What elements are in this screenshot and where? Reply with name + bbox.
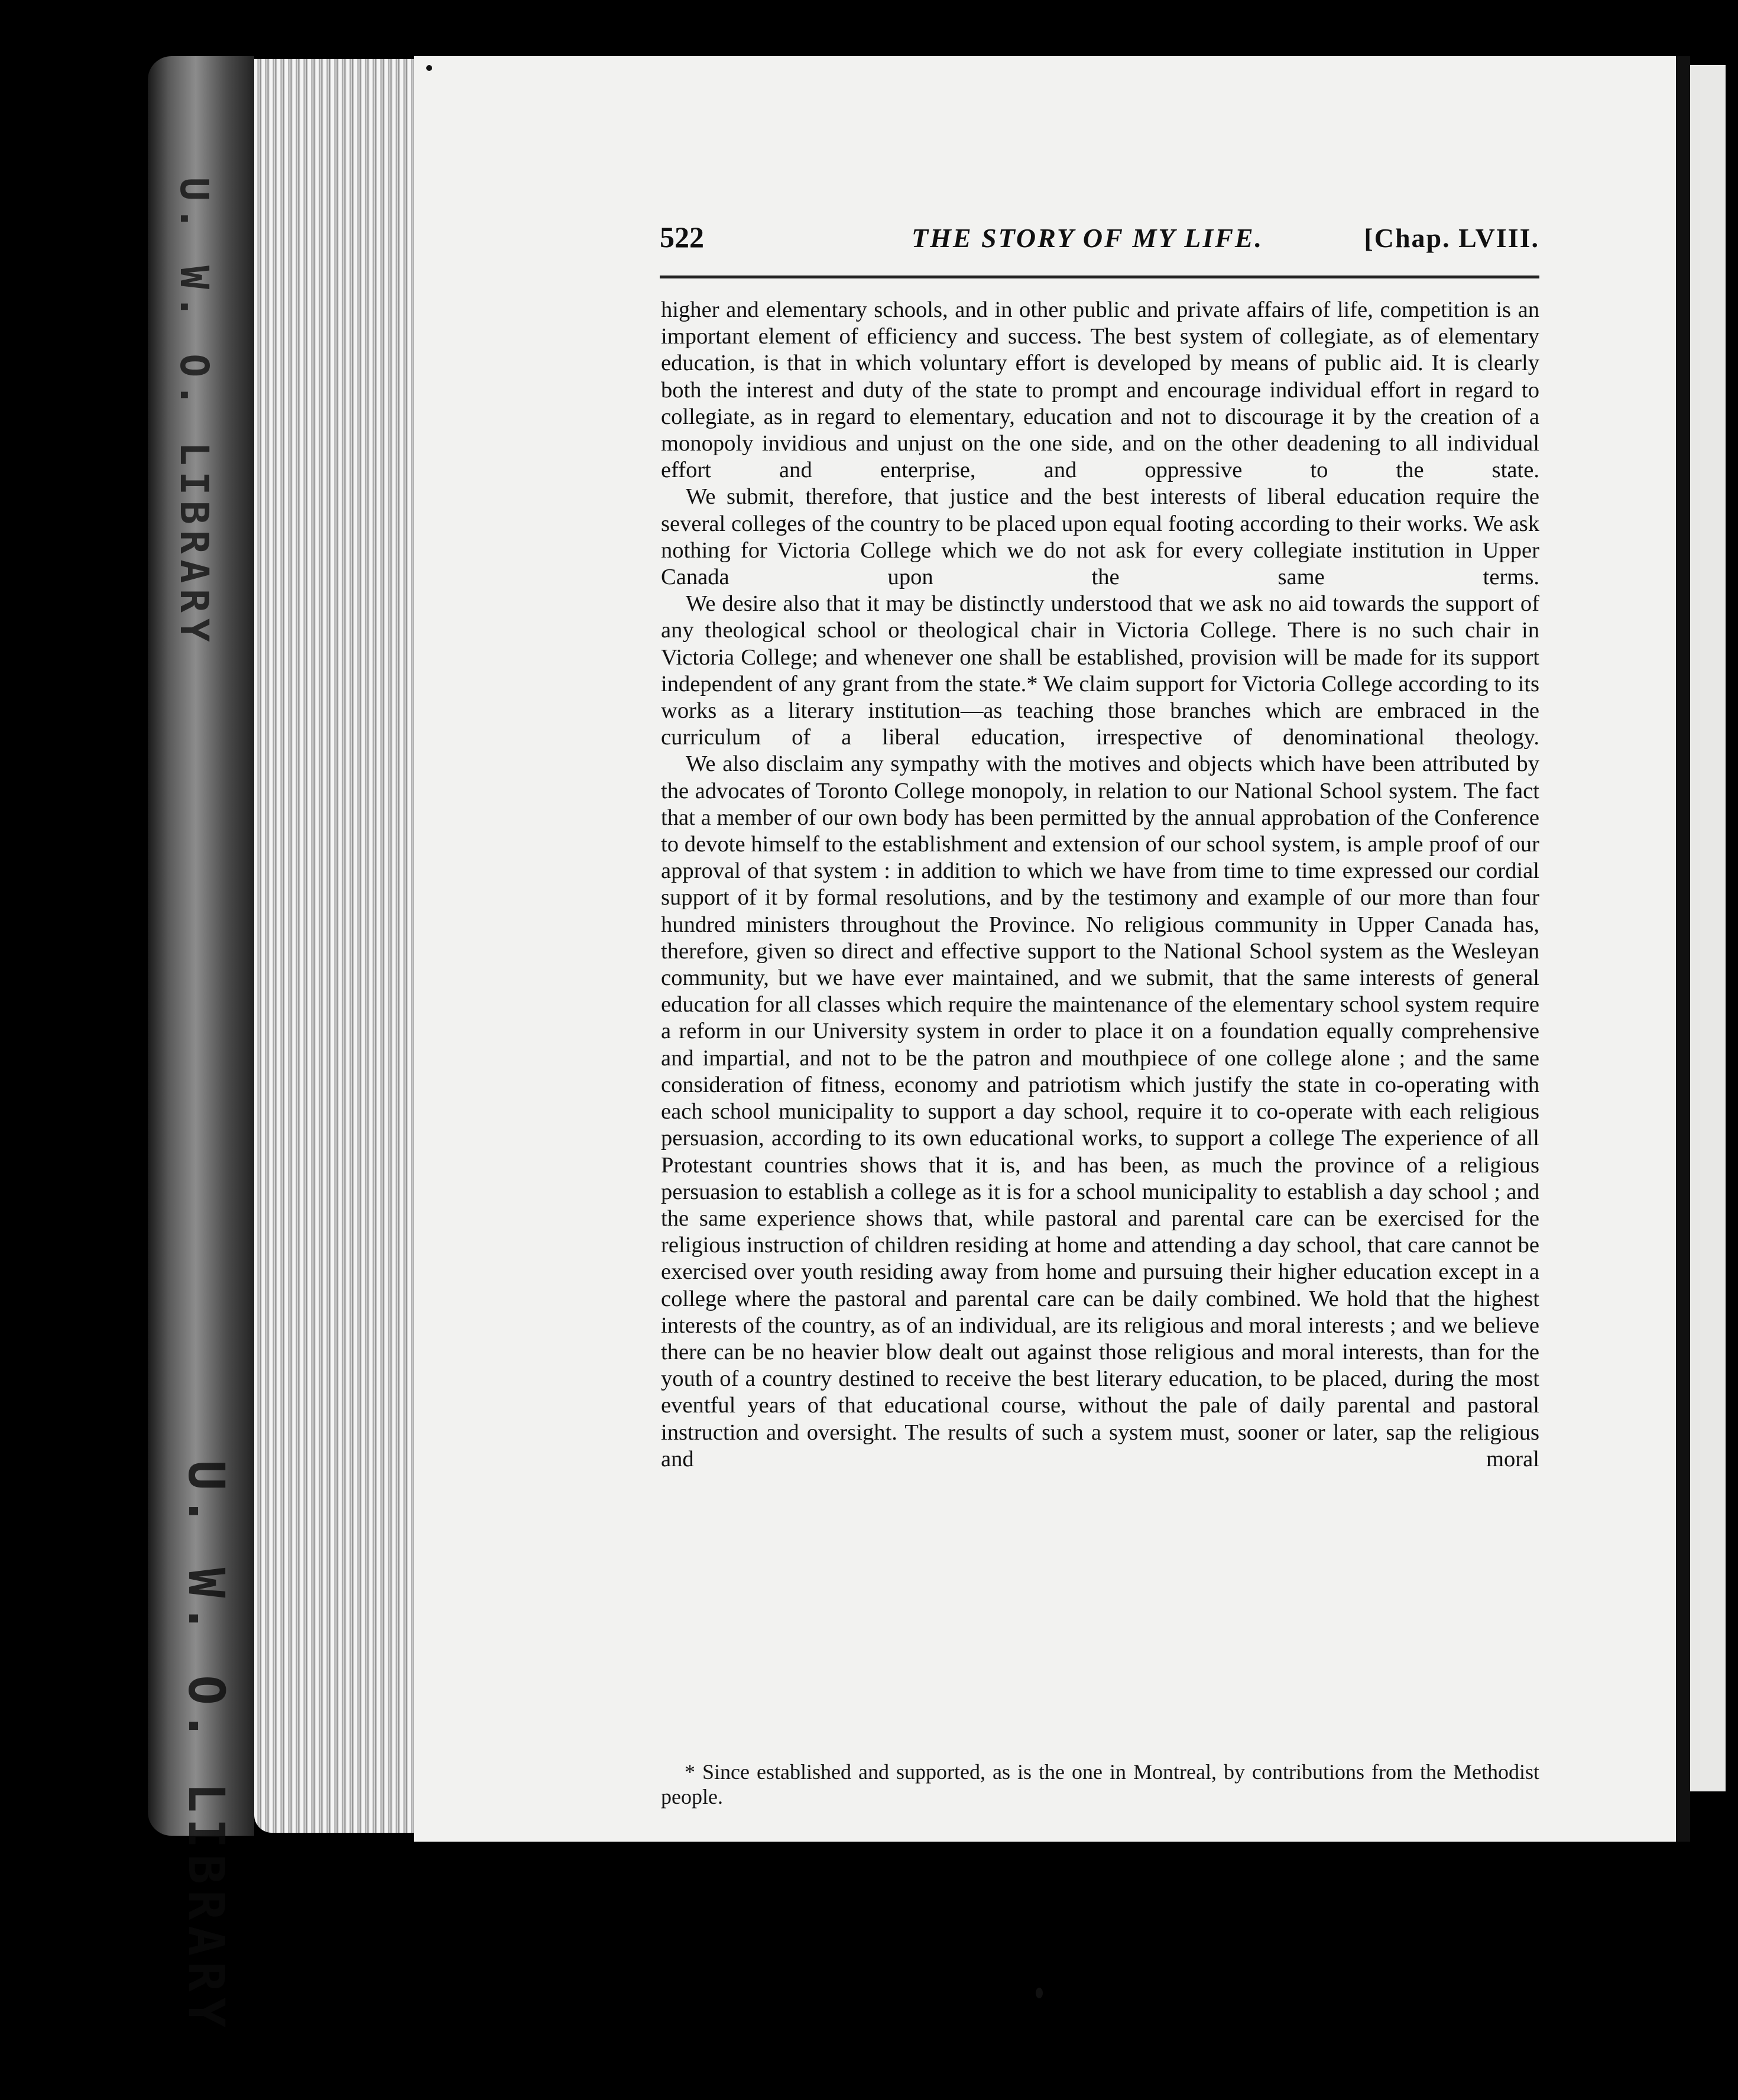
footnote [661, 1759, 1539, 1809]
footnote-text: * Since established and supported, as is the one in Montreal, by contributions from the Methodist people. [661, 1760, 1539, 1809]
paragraph: We also disclaim any sympathy with the motives and objects which have been attributed by the advocates of Toronto College monopoly, in relation to our National School system. The fact that a member of our own body has been permitted by the annual approbation of the Conference to devote himself to the establishment and extension of our school system, is ample proof of our approval of that system : in addition to which we have from time to time expressed our cordial support of it by formal resolutions, and by the testimony and example of our more than four hundred ministers throughout the Province. No religious community in Upper Canada has, therefore, given so direct and effective support to the National School system as the Wesleyan community, but we have ever maintained, and we submit, that the same interests of general education for all classes which require the maintenance of the elementary school system require a reform in our University system in order to place it on a foundation equally comprehensive and impartial, and not to be the patron and mouthpiece of one college alone ; and the same consideration of fitness, economy and patriotism which justify the state in co-operating with each school municipality to support a day school, require it to co-operate with each religious persuasion, according to its own educational works, to support a college The experience of all Protestant countries shows that it is, and has been, as much the province of a religious persuasion to establish a college as it is for a school municipality to establish a day school ; and the same experience shows that, while pastoral and parental care can be exercised for the religious instruction of children residing at home and attending a day school, that care cannot be exercised over youth residing away from home and pursuing their higher education except in a college where the pastoral and parental care can be daily combined. We hold that the highest interests of the country, as of an individual, are its religious and moral interests ; and we believe there can be no heavier blow dealt out against those religious and moral interests, than for the youth of a country destined to receive the best literary education, to be placed, during the most eventful years of that educational course, without the pale of daily parental and pastoral instruction and oversight. The results of such a system must, sooner or later, sap the religious and moral [661, 751, 1539, 1472]
ink-speck [426, 65, 432, 71]
running-header [660, 220, 1539, 262]
body-text [661, 297, 1539, 1473]
page-edges [254, 59, 414, 1833]
ink-speck [1036, 1988, 1043, 1998]
library-stamp-top: U. W. O. LIBRARY [171, 177, 217, 648]
paragraph: We desire also that it may be distinctly understood that we ask no aid towards the support of any theological school or theological chair in Victoria College. There is no such chair in Victoria College; and whenever one shall be established, provision will be made for its support independent of any grant from the state.* We claim support for Victoria College according to its works as a literary institution—as teaching those branches which are embraced in the curriculum of a liberal education, irrespective of denominational theology. [661, 591, 1539, 750]
paragraph: We submit, therefore, that justice and the best interests of liberal education require the several colleges of the country to be placed upon equal footing according to their works. We ask nothing for Victoria College which we do not ask for every collegiate institution in Upper Canada upon the same terms. [661, 484, 1539, 590]
running-title: THE STORY OF MY LIFE. [912, 223, 1264, 253]
paragraph: higher and elementary schools, and in other public and private affairs of life, competition is an important element of efficiency and success. The best system of collegiate, as of elementary education, is that in which voluntary effort is developed by means of public aid. It is clearly both the interest and duty of the state to prompt and encourage individual effort in regard to collegiate, as in regard to elementary, education and not to discourage it by the creation of a monopoly invidious and unjust on the one side, and on the other deadening to all individual effort and enterprise, and oppressive to the state. [661, 297, 1539, 483]
library-stamp-bottom: U. W. O. LIBRARY [177, 1460, 235, 2034]
chapter-label: [Chap. LVIII. [1364, 223, 1539, 253]
gutter-shadow [1676, 56, 1690, 1842]
header-rule [660, 276, 1539, 278]
facing-page-edge [1690, 65, 1726, 1791]
page-number: 522 [660, 221, 704, 254]
